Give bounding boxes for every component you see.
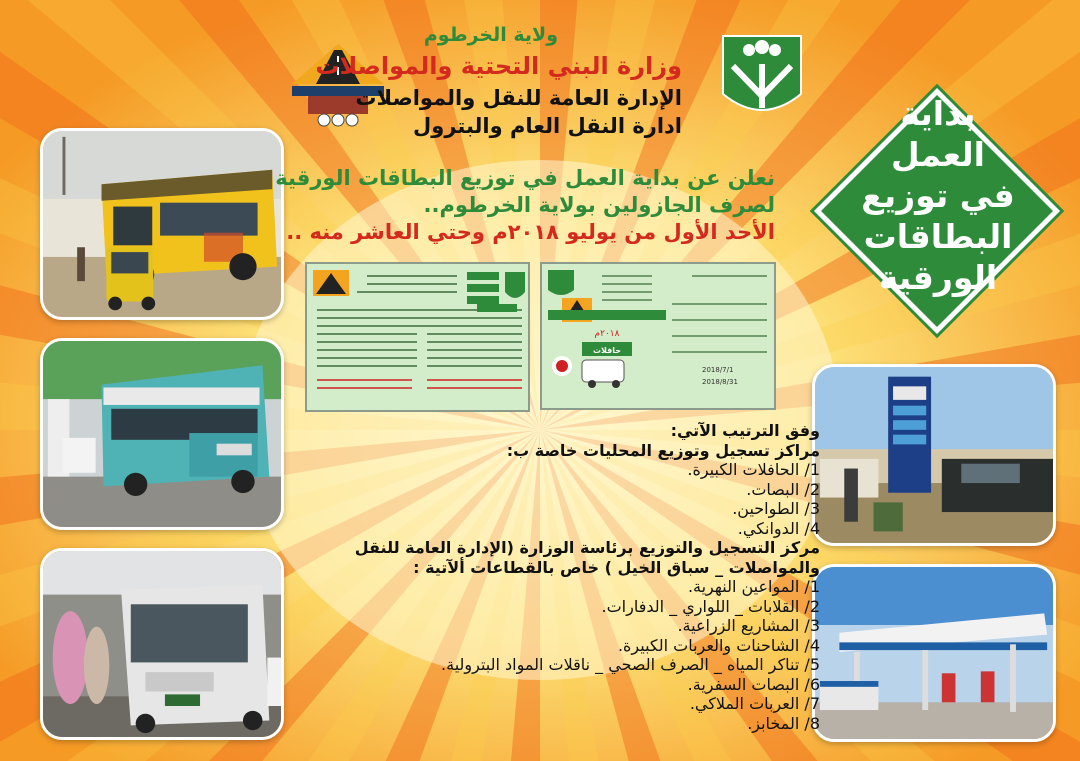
section-2-title-line-1: مركز التسجيل والتوزيع برئاسة الوزارة (الإدارة العامة للنقل — [354, 538, 820, 557]
badge-line-5: الورقية — [878, 258, 998, 297]
start-badge-text — [836, 93, 1040, 298]
list-item: 2/ البصات. — [746, 479, 820, 499]
sub-department-name: ادارة النقل العام والبترول — [413, 114, 682, 138]
list-item: 1/ المواعين النهرية. — [687, 577, 820, 596]
list-item: 1/ الحافلات الكبيرة. — [687, 460, 820, 479]
fuel-card-front-image — [540, 262, 776, 410]
khartoum-emblem-icon — [721, 34, 803, 124]
list-item: 6/ البصات السفرية. — [687, 674, 820, 694]
department-name: الإدارة العامة للنقل والمواصلات — [355, 86, 682, 110]
list-intro: وفق الترتيب الآتي: — [670, 421, 820, 440]
list-item: 5/ تناكر المياه _ الصرف الصحي _ ناقلات المواد البترولية. — [441, 655, 820, 674]
list-item: 3/ الطواحين. — [732, 499, 820, 518]
section-2-title-line-2: والمواصلات _ سباق الخيل ) خاص بالقطاعات ألآتية : — [413, 557, 820, 577]
list-item: 8/ المخابز. — [747, 713, 820, 733]
announcement-line-2: لصرف الجازولين بولاية الخرطوم.. — [423, 193, 775, 217]
state-name: ولاية الخرطوم — [423, 24, 558, 46]
fuel-card-back-image — [305, 262, 530, 412]
announcement-date: الأحد الأول من يوليو ٢٠١٨م وحتي العاشر منه .. — [286, 220, 775, 244]
card-year: ٢٠١٨م — [594, 329, 620, 339]
card-date-to: 2018/8/31 — [702, 378, 738, 386]
card-category: حافلات — [592, 346, 622, 355]
list-item: 4/ الدوانكي. — [737, 518, 820, 538]
photo-yellow-bus — [40, 128, 284, 320]
badge-line-2: العمل — [891, 135, 985, 174]
badge-line-4: البطاقات — [863, 217, 1013, 256]
list-item: 2/ القلابات _ اللواري _ الدفارات. — [601, 596, 820, 616]
ministry-name: وزارة البني التحتية والمواصلات — [315, 52, 682, 80]
photo-gas-station — [812, 564, 1056, 742]
section-1-title: مراكز تسجيل وتوزيع المحليات خاصة ب: — [506, 440, 820, 460]
badge-line-1: بداية — [900, 94, 976, 133]
card-date-from: 2018/7/1 — [702, 366, 734, 374]
photo-white-minibus — [40, 548, 284, 740]
list-item: 4/ الشاحنات والعربات الكبيرة. — [617, 635, 820, 655]
badge-line-3: في توزيع — [861, 176, 1015, 215]
distribution-list — [288, 421, 820, 733]
photo-fuel-queue — [812, 364, 1056, 546]
announcement-line-1: نعلن عن بداية العمل في توزيع البطاقات الورقية — [275, 166, 775, 190]
photo-teal-bus — [40, 338, 284, 530]
list-item: 3/ المشاريع الزراعية. — [677, 616, 820, 635]
list-item: 7/ العربات الملاكي. — [689, 694, 820, 713]
